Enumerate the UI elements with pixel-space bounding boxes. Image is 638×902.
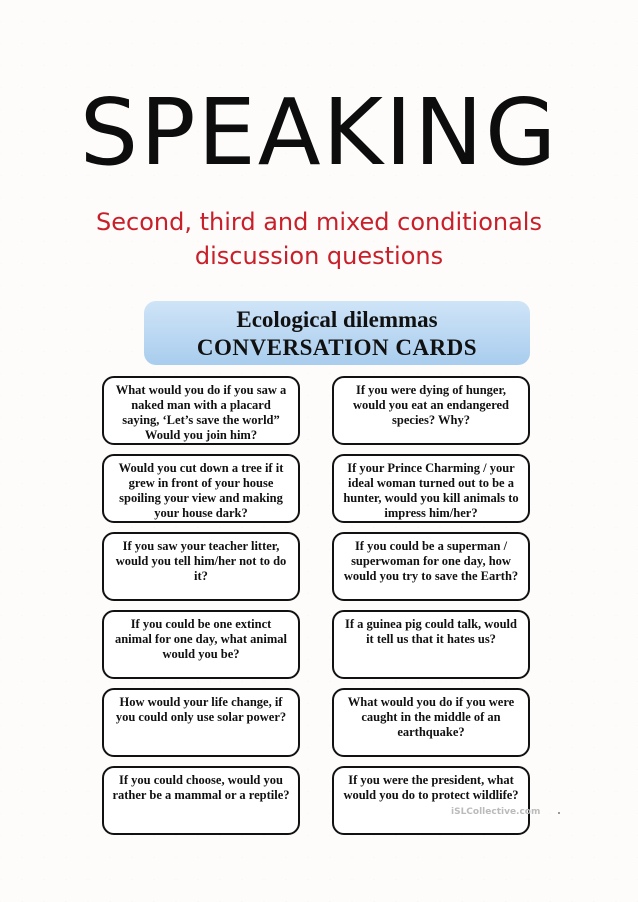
conversation-card: Would you cut down a tree if it grew in front of your house spoiling your view and making your house dark? (102, 454, 300, 523)
conversation-card: If you could be one extinct animal for one day, what animal would you be? (102, 610, 300, 679)
conversation-card: What would you do if you were caught in the middle of an earthquake? (332, 688, 530, 757)
conversation-card: If a guinea pig could talk, would it tell us that it hates us? (332, 610, 530, 679)
section-banner (144, 301, 530, 365)
conversation-card: What would you do if you saw a naked man with a placard saying, ‘Let’s save the world” Would you join him? (102, 376, 300, 445)
page-subtitle: Second, third and mixed conditionals discussion questions (96, 208, 542, 270)
banner-heading: Ecological dilemmas (236, 307, 438, 332)
decorative-dot (558, 812, 560, 814)
conversation-card: How would your life change, if you could only use solar power? (102, 688, 300, 757)
conversation-card: If you were dying of hunger, would you eat an endangered species? Why? (332, 376, 530, 445)
conversation-card: If you could be a superman / superwoman for one day, how would you try to save the Earth? (332, 532, 530, 601)
watermark: iSLCollective.com (451, 807, 541, 817)
conversation-card: If you could choose, would you rather be a mammal or a reptile? (102, 766, 300, 835)
conversation-card: If you were the president, what would you do to protect wildlife? (332, 766, 530, 835)
page-title: SPEAKING (79, 79, 559, 186)
conversation-card: If you saw your teacher litter, would you tell him/her not to do it? (102, 532, 300, 601)
banner-subheading: CONVERSATION CARDS (196, 335, 478, 360)
conversation-card: If your Prince Charming / your ideal woman turned out to be a hunter, would you kill animals to impress him/her? (332, 454, 530, 523)
